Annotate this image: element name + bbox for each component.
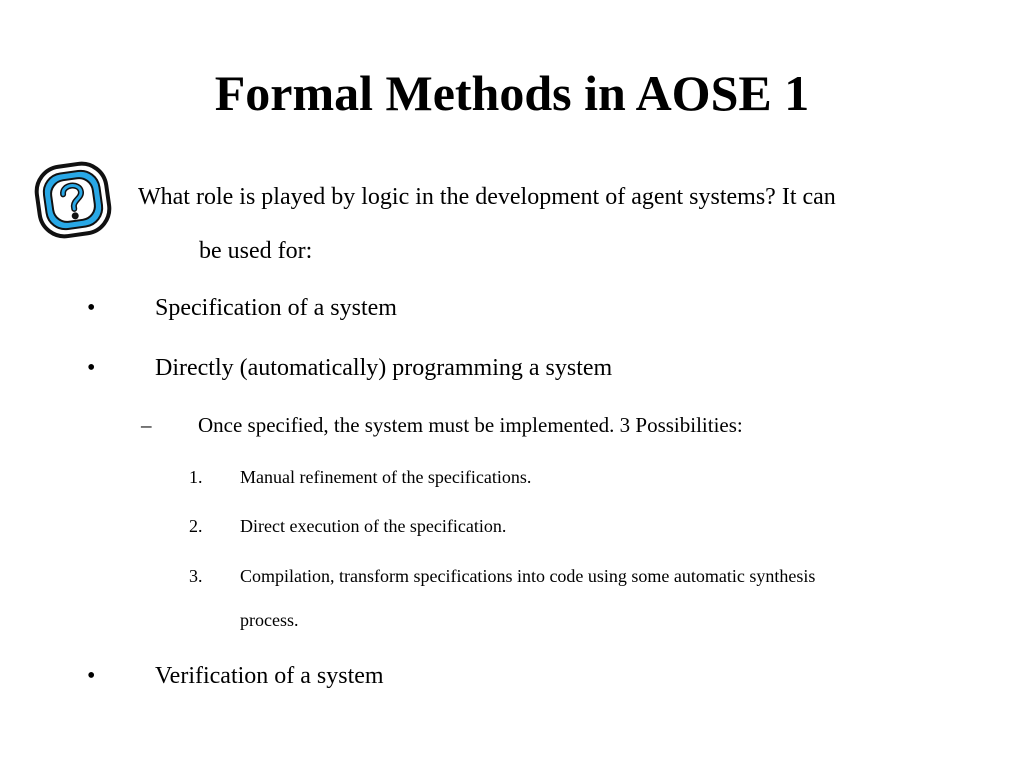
help-question-icon — [34, 161, 112, 239]
number-marker: 1. — [189, 467, 203, 487]
bullet-text: Specification of a system — [155, 295, 397, 321]
number-marker: 3. — [189, 566, 203, 586]
bullet-marker: • — [87, 355, 96, 381]
sub-bullet-text: Once specified, the system must be implemented. 3 Possibilities: — [198, 413, 743, 437]
bullet-marker: • — [87, 295, 96, 321]
numbered-text-line-1: Compilation, transform specifications into code using some automatic synthesis — [240, 566, 816, 586]
intro-line-1: What role is played by logic in the development of agent systems? It can — [138, 184, 836, 210]
intro-line-2: be used for: — [199, 238, 313, 264]
intro-paragraph — [138, 170, 988, 278]
numbered-text: Manual refinement of the specifications. — [240, 467, 532, 487]
dash-marker: – — [141, 413, 152, 437]
bullet-marker: • — [87, 663, 96, 689]
slide-title: Formal Methods in AOSE 1 — [214, 65, 810, 121]
number-marker: 2. — [189, 516, 203, 536]
bullet-text: Directly (automatically) programming a system — [155, 355, 613, 381]
numbered-text: Direct execution of the specification. — [240, 516, 507, 536]
numbered-text-line-2: process. — [240, 610, 299, 630]
bullet-text: Verification of a system — [155, 663, 384, 689]
